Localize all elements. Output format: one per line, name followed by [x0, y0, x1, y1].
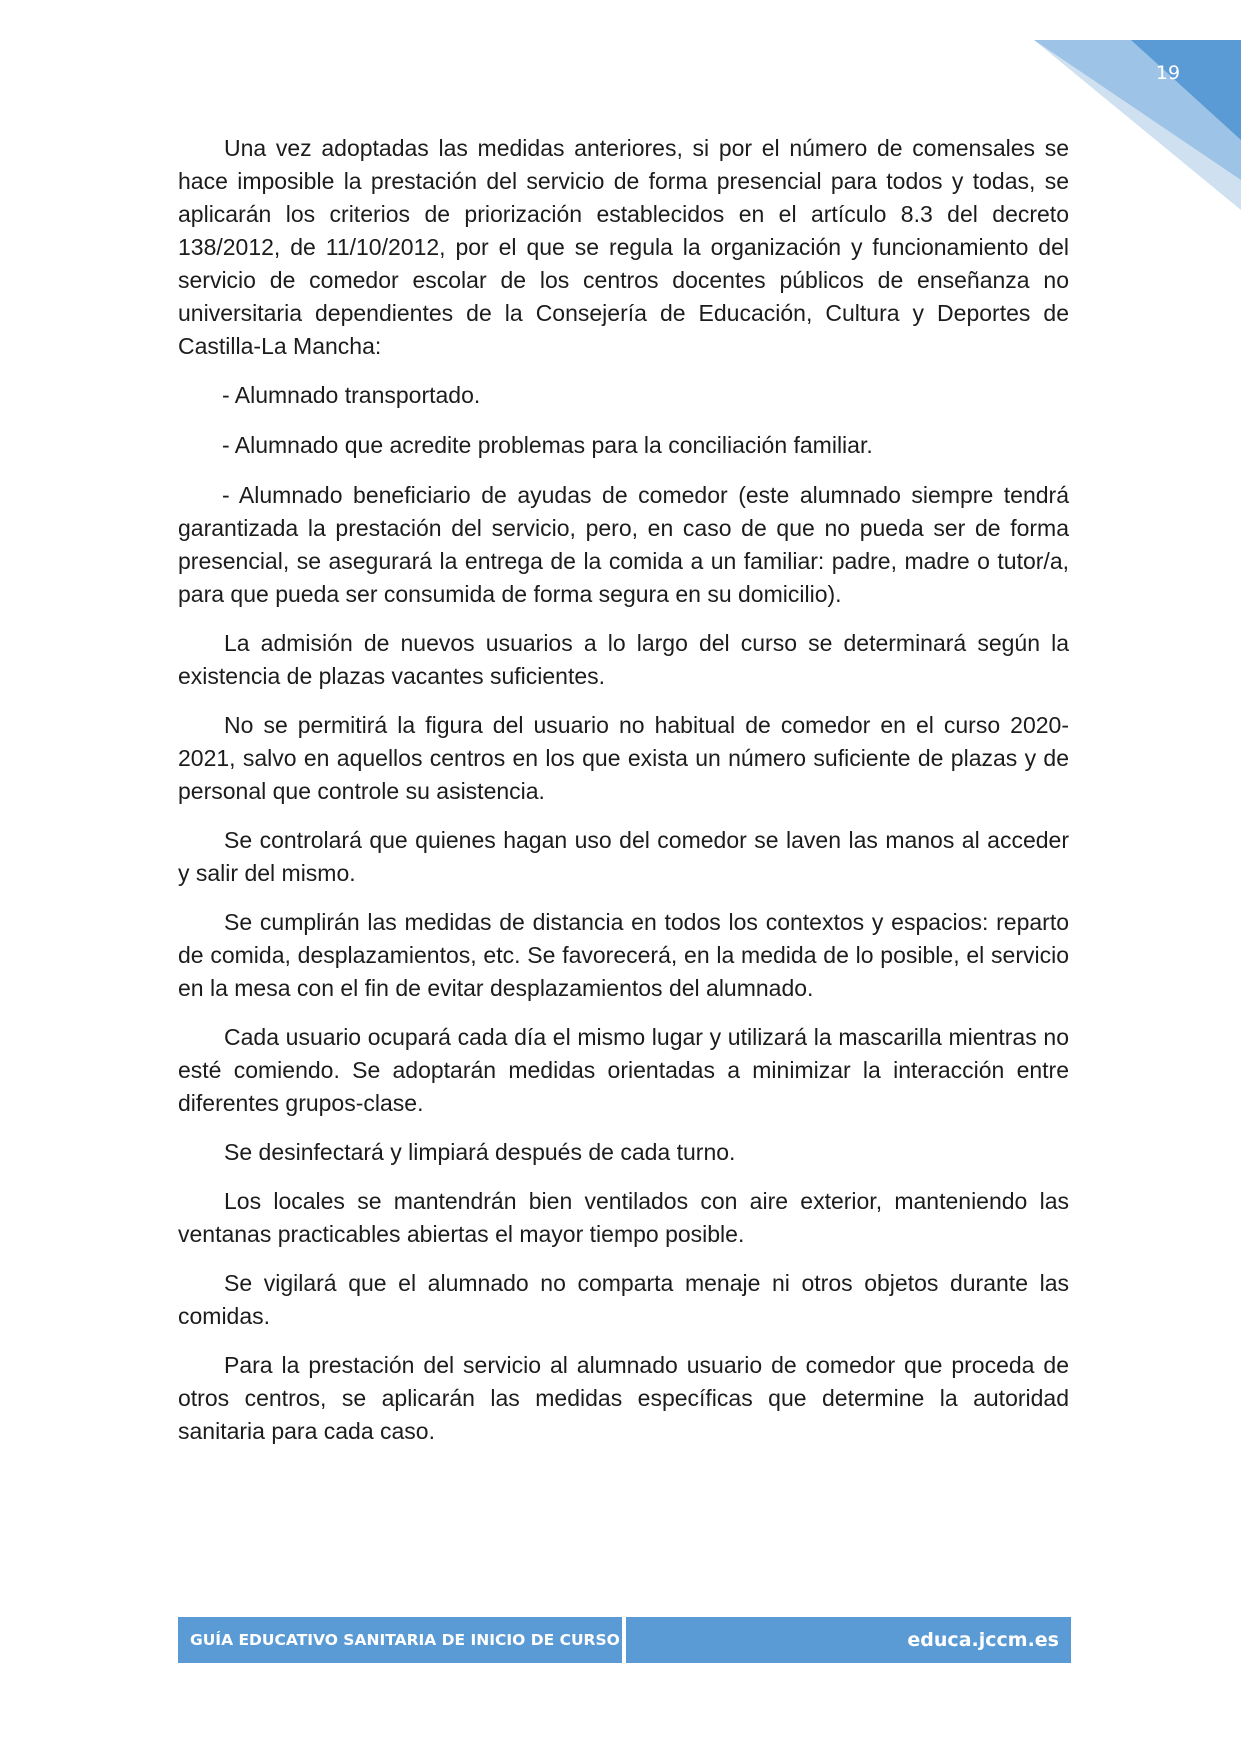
bullet-family-conciliation: - Alumnado que acredite problemas para la conciliación familiar. [222, 432, 873, 458]
paragraph-disinfection: Se desinfectará y limpiará después de cada turno. [224, 1139, 736, 1165]
page-body [178, 132, 1069, 1464]
page-number: 19 [1155, 62, 1181, 84]
bullet-dining-aid-beneficiaries: - Alumnado beneficiario de ayudas de comedor (este alumnado siempre tendrá garantizada la prestación del servicio, pero, en caso de que no pueda ser de forma presencial, se asegurará la entrega de la comida a un familiar: padre, madre o tutor/a, para que pueda ser consumida de forma segura en su domicilio). [178, 482, 1069, 607]
paragraph-fixed-seat-mask: Cada usuario ocupará cada día el mismo lugar y utilizará la mascarilla mientras no esté comiendo. Se adoptarán medidas orientadas a minimizar la interacción entre diferentes grupos-clase. [178, 1024, 1069, 1116]
footer-site-link[interactable]: educa.jccm.es [626, 1617, 1071, 1663]
paragraph-hand-washing: Se controlará que quienes hagan uso del comedor se laven las manos al acceder y salir del mismo. [178, 827, 1069, 886]
bullet-transported-students: - Alumnado transportado. [222, 382, 481, 408]
paragraph-other-centers: Para la prestación del servicio al alumnado usuario de comedor que proceda de otros centros, se aplicarán las medidas específicas que determine la autoridad sanitaria para cada caso. [178, 1352, 1069, 1444]
footer-title: GUÍA EDUCATIVO SANITARIA DE INICIO DE CURSO [178, 1617, 622, 1663]
paragraph-non-habitual-user: No se permitirá la figura del usuario no habitual de comedor en el curso 2020-2021, salvo en aquellos centros en los que exista un número suficiente de plazas y de personal que controle su asistencia. [178, 712, 1069, 804]
paragraph-no-shared-utensils: Se vigilará que el alumnado no comparta menaje ni otros objetos durante las comidas. [178, 1270, 1069, 1329]
paragraph-distance-measures: Se cumplirán las medidas de distancia en todos los contextos y espacios: reparto de comida, desplazamientos, etc. Se favorecerá, en la medida de lo posible, el servicio en la mesa con el fin de evitar desplazamientos del alumnado. [178, 909, 1069, 1001]
paragraph-new-users: La admisión de nuevos usuarios a lo largo del curso se determinará según la existencia de plazas vacantes suficientes. [178, 630, 1069, 689]
paragraph-priority-criteria: Una vez adoptadas las medidas anteriores, si por el número de comensales se hace imposible la prestación del servicio de forma presencial para todos y todas, se aplicarán los criterios de priorización establecidos en el artículo 8.3 del decreto 138/2012, de 11/10/2012, por el que se regula la organización y funcionamiento del servicio de comedor escolar de los centros docentes públicos de enseñanza no universitaria dependientes de la Consejería de Educación, Cultura y Deportes de Castilla-La Mancha: [178, 135, 1069, 359]
page-footer [178, 1617, 1071, 1663]
paragraph-ventilation: Los locales se mantendrán bien ventilados con aire exterior, manteniendo las ventanas practicables abiertas el mayor tiempo posible. [178, 1188, 1069, 1247]
